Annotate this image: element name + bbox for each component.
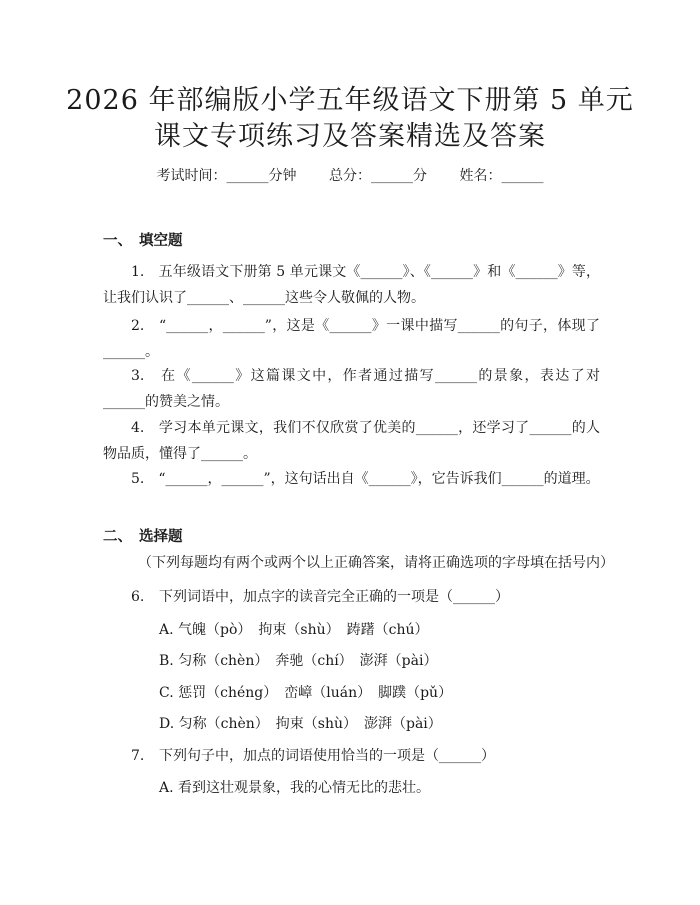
option-a: A. 看到这壮观景象，我的心情无比的悲壮。 [159,780,431,796]
section-title: 选择题 [139,529,183,545]
question-text: 下列词语中，加点字的读音完全正确的一项是（______） [159,589,509,605]
fill-question-4: 4. 学习本单元课文，我们不仅欣赏了优美的______，还学习了______的人物品质，懂得了______。 [103,420,600,462]
exam-name-field: 姓名：______ [459,168,544,184]
option-d: D. 匀称（chèn） 拘束（shù） 澎湃（pài） [159,716,442,732]
question-number: 7. [131,748,145,764]
exam-score-field: 总分：______分 [329,168,427,184]
page-title-line-2: 课文专项练习及答案精选及答案 [154,121,546,152]
section-number: 二、 [103,529,132,545]
section-heading-choice [103,525,183,546]
question-number: 6. [131,589,145,605]
fill-question-3: 3. 在《______》这篇课文中，作者通过描写______的景象，表达了对______的赞美之情。 [103,368,600,410]
choice-instructions: （下列每题均有两个或两个以上正确答案，请将正确选项的字母填在括号内） [138,555,614,571]
section-number: 一、 [103,233,132,249]
option-c: C. 惩罚（chéng） 峦嶂（luán） 脚蹼（pǔ） [159,685,453,701]
section-heading-fill [103,229,183,250]
section-title: 填空题 [139,233,183,249]
fill-question-2: 2. “______，______”，这是《______》一课中描写______的句子，体现了______。 [103,318,600,360]
fill-question-1: 1. 五年级语文下册第 5 单元课文《______》、《______》和《______》等，让我们认识了______、______这些令人敬佩的人物。 [103,264,600,306]
exam-time-field: 考试时间：______分钟 [156,168,297,184]
option-a: A. 气魄（pò） 拘束（shù） 踌躇（chú） [159,622,429,638]
question-text: 下列句子中，加点的词语使用恰当的一项是（______） [159,748,495,764]
choice-question-7 [131,746,495,766]
choice-question-6 [131,587,509,607]
exam-meta [0,166,700,186]
page-title-line-1: 2026 年部编版小学五年级语文下册第 5 单元 [66,85,634,116]
fill-question-5: 5. “______，______”，这句话出自《______》，它告诉我们______的道理。 [131,471,600,487]
option-b: B. 匀称（chèn） 奔驰（chí） 澎湃（pài） [159,653,438,669]
